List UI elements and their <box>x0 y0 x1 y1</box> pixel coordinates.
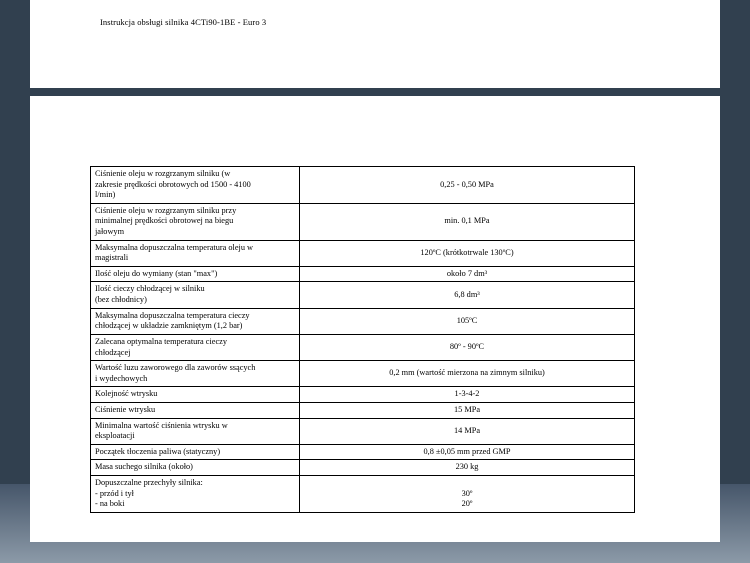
table-row <box>91 240 635 266</box>
spec-label-line: chłodzącej <box>95 347 131 357</box>
spec-label-line: i wydechowych <box>95 373 148 383</box>
spec-value-text: 14 MPa <box>453 425 481 435</box>
spec-value <box>300 282 635 308</box>
spec-value-text: 105ºC <box>456 316 478 325</box>
spec-label-line: Maksymalna dopuszczalna temperatura oleju w <box>95 242 254 252</box>
spec-label <box>91 266 300 282</box>
spec-label-line: zakresie prędkości obrotowych od 1500 - 4100 <box>95 179 251 189</box>
document-page-body-sheet <box>30 96 720 542</box>
spec-value-text: 0,25 - 0,50 MPa <box>440 179 494 189</box>
spec-label-line: jałowym <box>95 227 125 237</box>
spec-value-text: 0,2 mm (wartość mierzona na zimnym silniku) <box>389 368 545 378</box>
table-row <box>91 444 635 460</box>
spec-label-line: Ciśnienie wtrysku <box>95 404 156 414</box>
spec-label-line: Ciśnienie oleju w rozgrzanym silniku przy <box>95 205 237 215</box>
spec-label-line: Zalecana optymalna temperatura cieczy <box>95 336 227 346</box>
spec-label-line: Początek tłoczenia paliwa (statyczny) <box>95 446 221 456</box>
engine-specifications-table <box>90 166 635 513</box>
spec-value <box>300 334 635 360</box>
spec-label <box>91 476 300 513</box>
spec-value <box>300 308 635 334</box>
table-row <box>91 334 635 360</box>
spec-value-line: 30º <box>461 488 473 498</box>
spec-label <box>91 402 300 418</box>
spec-label <box>91 418 300 444</box>
table-row <box>91 361 635 387</box>
spec-label <box>91 308 300 334</box>
spec-label <box>91 361 300 387</box>
table-row <box>91 203 635 240</box>
spec-label-line: Maksymalna dopuszczalna temperatura cieczy <box>95 310 250 320</box>
spec-label-line: - przód i tył <box>95 488 134 498</box>
spec-label-line: - na boki <box>95 499 125 509</box>
table-row <box>91 167 635 204</box>
spec-label-line: eksploatacji <box>95 431 135 441</box>
spec-label-line: Minimalna wartość ciśnienia wtrysku w <box>95 420 228 430</box>
spec-value <box>300 402 635 418</box>
spec-value <box>300 203 635 240</box>
table-row <box>91 460 635 476</box>
spec-value <box>300 167 635 204</box>
table-row <box>91 476 635 513</box>
document-running-header: Instrukcja obsługi silnika 4CTi90-1BE - Euro 3 <box>100 17 267 27</box>
spec-label-line: magistrali <box>95 253 129 263</box>
spec-label <box>91 167 300 204</box>
spec-value-text: około 7 dm³ <box>446 268 488 278</box>
spec-label <box>91 282 300 308</box>
table-row <box>91 266 635 282</box>
spec-value-text: 1-3-4-2 <box>454 389 480 399</box>
spec-label-line: Wartość luzu zaworowego dla zaworów ssących <box>95 363 256 373</box>
table-row <box>91 308 635 334</box>
spec-value-text: min. 0,1 MPa <box>444 216 490 226</box>
spec-label-line: Ciśnienie oleju w rozgrzanym silniku (w <box>95 169 231 178</box>
spec-value-text: 80º - 90ºC <box>449 342 485 352</box>
spec-value-line <box>304 478 630 489</box>
spec-value-line: 20º <box>461 499 473 509</box>
table-row <box>91 387 635 403</box>
table-row <box>91 402 635 418</box>
spec-value <box>300 361 635 387</box>
table-row <box>91 282 635 308</box>
spec-value <box>300 444 635 460</box>
spec-value-text: 0,8 ±0,05 mm przed GMP <box>423 446 511 456</box>
spec-label-line: (bez chłodnicy) <box>95 295 147 305</box>
spec-label-line: l/min) <box>95 190 116 200</box>
spec-value <box>300 387 635 403</box>
document-page-header-sheet <box>30 0 720 88</box>
spec-label <box>91 444 300 460</box>
spec-label <box>91 334 300 360</box>
spec-label <box>91 203 300 240</box>
spec-label <box>91 240 300 266</box>
spec-label-line: Masa suchego silnika (około) <box>95 462 193 472</box>
spec-value <box>300 460 635 476</box>
spec-label-line: Ilość oleju do wymiany (stan "max") <box>95 268 218 278</box>
table-body <box>91 167 635 513</box>
spec-value-text: 230 kg <box>455 462 479 472</box>
spec-label-line: chłodzącej w układzie zamkniętym (1,2 bar) <box>95 321 243 331</box>
spec-value-text: 120ºC (krótkotrwale 130ºC) <box>420 247 514 257</box>
spec-label-line: minimalnej prędkości obrotowej na biegu <box>95 216 234 226</box>
spec-label-line: Kolejność wtrysku <box>95 389 158 399</box>
spec-label <box>91 460 300 476</box>
spec-value-text: 15 MPa <box>453 404 481 414</box>
spec-value <box>300 418 635 444</box>
spec-value <box>300 266 635 282</box>
spec-value-text: 6,8 dm³ <box>454 289 480 299</box>
spec-value <box>300 476 635 513</box>
spec-label-line: Ilość cieczy chłodzącej w silniku <box>95 284 205 294</box>
spec-value <box>300 240 635 266</box>
spec-label <box>91 387 300 403</box>
table-row <box>91 418 635 444</box>
spec-label-line: Dopuszczalne przechyły silnika: <box>95 478 203 488</box>
